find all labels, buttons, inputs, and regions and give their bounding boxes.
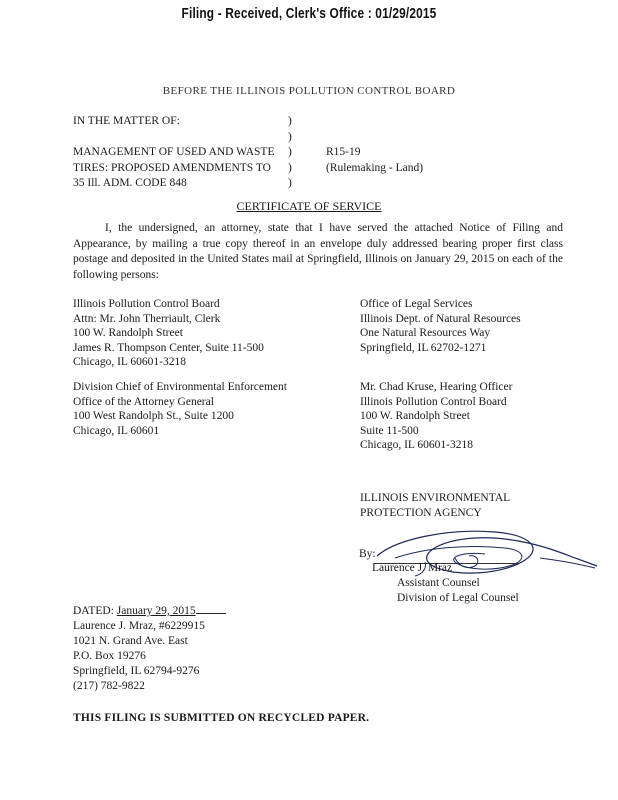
address-line: Division Chief of Environmental Enforcement [73, 381, 287, 393]
recipient-hearing-officer [360, 380, 512, 453]
signer-title: Assistant Counsel [397, 577, 480, 589]
caption-paren: ) [288, 146, 292, 158]
caption-paren: ) [288, 130, 292, 143]
attorney-line: Laurence J. Mraz, #6229915 [73, 620, 205, 632]
address-line: Mr. Chad Kruse, Hearing Officer [360, 381, 513, 393]
caption-paren: ) [288, 115, 292, 127]
address-line: Attn: Mr. John Therriault, Clerk [73, 312, 221, 325]
certificate-text: I, the undersigned, an attorney, state that I have served the attached Notice of Filing and Appearance, by mailing a true copy thereof in an envelope duly addressed bearing proper first class postage and deposited in the United States mail at Springfield, Illinois on January 29, 2015 on each of the following persons: [73, 222, 563, 281]
address-line: Illinois Pollution Control Board [73, 298, 220, 310]
board-title: BEFORE THE ILLINOIS POLLUTION CONTROL BOARD [162, 85, 456, 97]
recipient-pollution-board [73, 297, 264, 370]
agency-name [360, 491, 510, 521]
address-line: Chicago, IL 60601 [73, 424, 160, 437]
signer-name: Laurence J. Mraz [372, 562, 453, 574]
dated-label: DATED: [73, 605, 114, 617]
address-line: Suite 11-500 [360, 424, 419, 437]
caption-paren: ) [288, 161, 292, 174]
dated-line [73, 603, 226, 619]
agency-line: PROTECTION AGENCY [360, 507, 482, 519]
recipient-legal-services [360, 297, 521, 355]
docket-info [326, 145, 423, 176]
caption-line: IN THE MATTER OF: [73, 115, 180, 127]
case-caption [73, 114, 274, 192]
caption-line: MANAGEMENT OF USED AND WASTE [73, 146, 275, 158]
docket-type: (Rulemaking - Land) [326, 161, 424, 174]
address-line: Springfield, IL 62702-1271 [360, 341, 487, 354]
attorney-line: 1021 N. Grand Ave. East [73, 635, 188, 647]
certificate-title: CERTIFICATE OF SERVICE [236, 199, 382, 213]
attorney-line: P.O. Box 19276 [73, 650, 146, 662]
caption-paren: ) [288, 177, 292, 189]
caption-line: 35 Ill. ADM. CODE 848 [73, 177, 187, 189]
attorney-line: Springfield, IL 62794-9276 [73, 665, 200, 677]
caption-line [73, 130, 274, 146]
address-line: Illinois Pollution Control Board [360, 395, 507, 408]
caption-parens [288, 114, 292, 192]
address-line: Chicago, IL 60601-3218 [360, 439, 473, 451]
address-line: 100 West Randolph St., Suite 1200 [73, 410, 234, 422]
docket-number: R15-19 [326, 146, 361, 158]
address-line: 100 W. Randolph Street [360, 410, 470, 422]
signer-block [372, 561, 519, 606]
filing-stamp: Filing - Received, Clerk's Office : 01/29/2015 [181, 6, 437, 22]
dated-underline [196, 603, 226, 614]
address-line: James R. Thompson Center, Suite 11-500 [73, 341, 264, 354]
agency-line: ILLINOIS ENVIRONMENTAL [360, 492, 511, 504]
address-line: One Natural Resources Way [360, 327, 491, 339]
caption-line: TIRES: PROPOSED AMENDMENTS TO [73, 161, 271, 174]
dated-attorney-block [73, 603, 226, 694]
recipient-attorney-general [73, 380, 287, 438]
signer-division: Division of Legal Counsel [397, 592, 519, 604]
address-line: Office of the Attorney General [73, 395, 214, 408]
address-line: 100 W. Randolph Street [73, 327, 183, 339]
attorney-line: (217) 782-9822 [73, 680, 145, 692]
by-label: By: [359, 548, 376, 560]
address-line: Illinois Dept. of Natural Resources [360, 312, 521, 325]
address-line: Chicago, IL 60601-3218 [73, 356, 186, 368]
dated-value: January 29, 2015 [116, 605, 196, 617]
address-line: Office of Legal Services [360, 298, 473, 310]
recycled-paper-notice: THIS FILING IS SUBMITTED ON RECYCLED PAPER. [73, 712, 370, 724]
